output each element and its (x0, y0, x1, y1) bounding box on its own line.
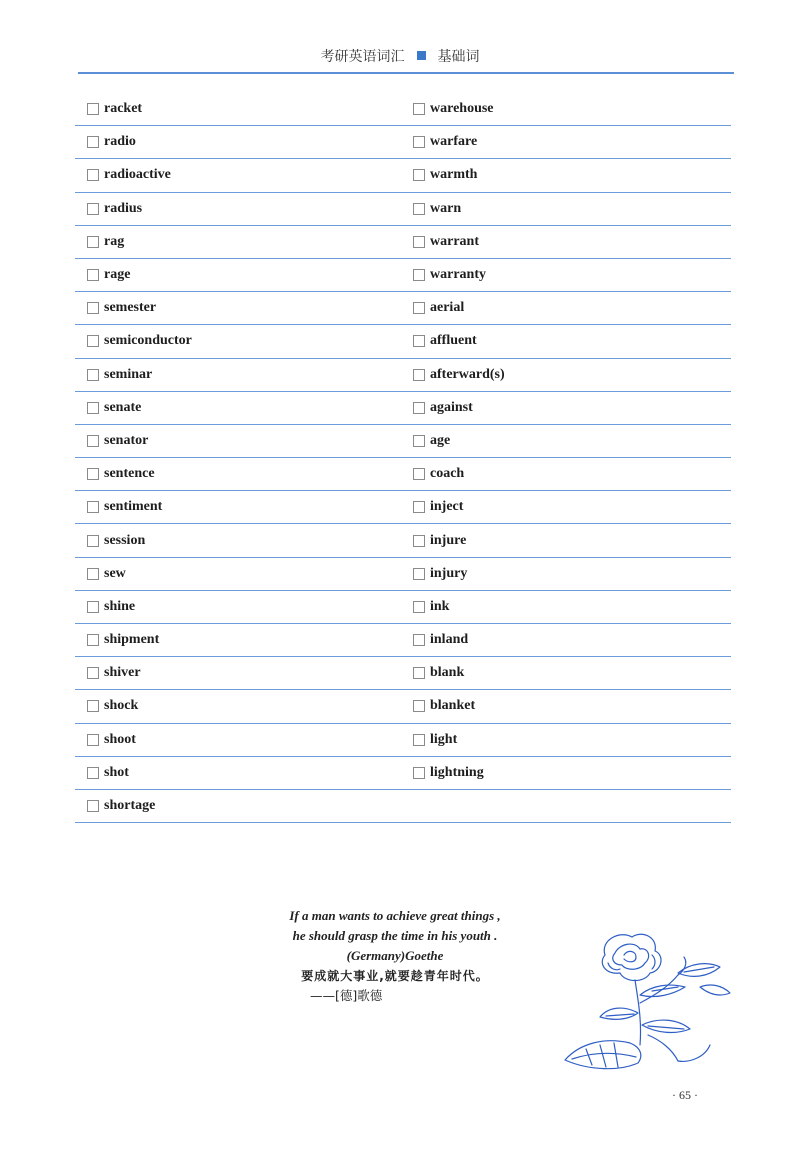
word-cell (403, 167, 731, 183)
word-cell (403, 134, 731, 150)
table-row (75, 657, 731, 690)
vocab-word: inland (430, 632, 469, 648)
checkbox-icon[interactable] (87, 568, 99, 580)
word-cell (403, 765, 731, 781)
header-rule (78, 72, 734, 74)
vocab-word: sew (104, 565, 126, 581)
word-cell (403, 234, 731, 250)
checkbox-icon[interactable] (87, 667, 99, 679)
vocab-word: shiver (104, 665, 141, 681)
checkbox-icon[interactable] (87, 203, 99, 215)
vocab-word: semester (104, 300, 157, 316)
checkbox-icon[interactable] (87, 535, 99, 547)
checkbox-icon[interactable] (413, 468, 425, 480)
word-cell (75, 234, 403, 250)
vocab-word: blanket (430, 698, 476, 714)
checkbox-icon[interactable] (87, 236, 99, 248)
header-section: 基础词 (437, 49, 480, 65)
word-cell (75, 400, 403, 416)
checkbox-icon[interactable] (413, 236, 425, 248)
vocab-word: shoot (104, 731, 136, 747)
checkbox-icon[interactable] (413, 700, 425, 712)
table-row (75, 790, 731, 823)
checkbox-icon[interactable] (87, 700, 99, 712)
vocab-word: age (430, 432, 451, 448)
word-cell (75, 632, 403, 648)
vocab-word: warrant (430, 233, 479, 249)
checkbox-icon[interactable] (87, 169, 99, 181)
checkbox-icon[interactable] (413, 767, 425, 779)
word-cell (403, 400, 731, 416)
checkbox-icon[interactable] (413, 634, 425, 646)
table-row (75, 757, 731, 790)
table-row (75, 325, 731, 358)
checkbox-icon[interactable] (87, 501, 99, 513)
vocab-word: sentence (104, 466, 155, 482)
checkbox-icon[interactable] (87, 369, 99, 381)
word-cell (75, 167, 403, 183)
vocab-word: rag (104, 233, 125, 249)
table-row (75, 524, 731, 557)
word-cell (403, 333, 731, 349)
page-header (0, 46, 800, 66)
checkbox-icon[interactable] (87, 734, 99, 746)
word-cell (403, 101, 731, 117)
vocab-word: seminar (104, 366, 153, 382)
word-cell (75, 566, 403, 582)
vocab-word: blank (430, 665, 465, 681)
table-row (75, 226, 731, 259)
word-cell (75, 599, 403, 615)
checkbox-icon[interactable] (87, 335, 99, 347)
vocab-word: racket (104, 101, 143, 117)
table-row (75, 690, 731, 723)
flower-illustration (560, 925, 740, 1075)
word-cell (403, 466, 731, 482)
quote-line: he should grasp the time in his youth . (292, 928, 498, 943)
vocab-word: semiconductor (104, 333, 192, 349)
word-cell (75, 698, 403, 714)
word-cell (75, 665, 403, 681)
checkbox-icon[interactable] (87, 103, 99, 115)
vocab-word: aerial (430, 300, 465, 316)
checkbox-icon[interactable] (87, 468, 99, 480)
checkbox-icon[interactable] (87, 402, 99, 414)
checkbox-icon[interactable] (87, 767, 99, 779)
table-row (75, 259, 731, 292)
checkbox-icon[interactable] (87, 435, 99, 447)
word-cell (403, 499, 731, 515)
vocab-word: shot (104, 764, 129, 780)
word-cell (403, 566, 731, 582)
vocab-word: shock (104, 698, 139, 714)
word-cell (75, 201, 403, 217)
word-cell (75, 333, 403, 349)
quote-block (250, 906, 540, 1006)
word-table (75, 93, 731, 823)
vocab-word: inject (430, 499, 464, 515)
checkbox-icon[interactable] (87, 800, 99, 812)
word-cell (75, 433, 403, 449)
vocab-word: warranty (430, 267, 486, 283)
square-icon (417, 51, 426, 60)
vocab-word: session (104, 532, 146, 548)
checkbox-icon[interactable] (413, 601, 425, 613)
vocab-word: radio (104, 134, 136, 150)
page-number: · 65 · (672, 1088, 698, 1102)
vocab-word: afterward(s) (430, 366, 505, 382)
table-row (75, 392, 731, 425)
vocab-word: against (430, 399, 473, 415)
quote-line: If a man wants to achieve great things , (289, 908, 501, 923)
checkbox-icon[interactable] (87, 601, 99, 613)
table-row (75, 558, 731, 591)
word-cell (75, 101, 403, 117)
table-row (75, 491, 731, 524)
checkbox-icon[interactable] (413, 203, 425, 215)
table-row (75, 591, 731, 624)
vocab-word: shortage (104, 798, 156, 814)
checkbox-icon[interactable] (413, 568, 425, 580)
vocab-word: warehouse (430, 101, 494, 117)
word-cell (403, 433, 731, 449)
table-row (75, 359, 731, 392)
vocab-word: radius (104, 200, 143, 216)
checkbox-icon[interactable] (413, 302, 425, 314)
table-row (75, 126, 731, 159)
quote-chinese: 要成就大事业,就要趁青年时代。 (301, 969, 489, 983)
vocab-word: coach (430, 466, 465, 482)
table-row (75, 724, 731, 757)
checkbox-icon[interactable] (413, 402, 425, 414)
word-cell (75, 533, 403, 549)
vocab-word: senate (104, 399, 142, 415)
vocab-word: warmth (430, 167, 478, 183)
word-cell (403, 533, 731, 549)
vocab-word: injury (430, 565, 468, 581)
word-cell (75, 134, 403, 150)
checkbox-icon[interactable] (413, 535, 425, 547)
checkbox-icon[interactable] (87, 269, 99, 281)
vocab-word: radioactive (104, 167, 171, 183)
checkbox-icon[interactable] (413, 435, 425, 447)
word-cell (403, 665, 731, 681)
checkbox-icon[interactable] (87, 302, 99, 314)
vocab-word: ink (430, 598, 450, 614)
checkbox-icon[interactable] (413, 369, 425, 381)
checkbox-icon[interactable] (413, 501, 425, 513)
checkbox-icon[interactable] (413, 335, 425, 347)
word-cell (403, 599, 731, 615)
vocab-word: rage (104, 267, 131, 283)
checkbox-icon[interactable] (413, 734, 425, 746)
vocab-word: warn (430, 200, 462, 216)
table-row (75, 292, 731, 325)
table-row (75, 159, 731, 192)
word-cell (403, 632, 731, 648)
checkbox-icon[interactable] (413, 103, 425, 115)
quote-chinese-author: ——[德]歌德 (310, 988, 383, 1003)
table-row (75, 425, 731, 458)
word-cell (75, 765, 403, 781)
quote-author: (Germany)Goethe (346, 948, 444, 963)
vocab-word: lightning (430, 764, 484, 780)
word-cell (403, 201, 731, 217)
word-cell (403, 732, 731, 748)
vocab-word: shipment (104, 632, 160, 648)
vocab-word: warfare (430, 134, 478, 150)
vocab-word: senator (104, 432, 149, 448)
word-cell (75, 466, 403, 482)
checkbox-icon[interactable] (87, 634, 99, 646)
table-row (75, 93, 731, 126)
word-cell (75, 732, 403, 748)
word-cell (75, 798, 403, 814)
checkbox-icon[interactable] (413, 169, 425, 181)
word-cell (403, 300, 731, 316)
table-row (75, 458, 731, 491)
vocab-word: affluent (430, 333, 477, 349)
vocab-word: shine (104, 598, 136, 614)
table-row (75, 193, 731, 226)
vocab-word: light (430, 731, 458, 747)
table-row (75, 624, 731, 657)
word-cell (75, 367, 403, 383)
word-cell (75, 300, 403, 316)
word-cell (403, 698, 731, 714)
word-cell (75, 267, 403, 283)
checkbox-icon[interactable] (413, 667, 425, 679)
vocab-word: sentiment (104, 499, 163, 515)
checkbox-icon[interactable] (87, 136, 99, 148)
checkbox-icon[interactable] (413, 269, 425, 281)
checkbox-icon[interactable] (413, 136, 425, 148)
header-title: 考研英语词汇 (320, 49, 405, 65)
word-cell (75, 499, 403, 515)
word-cell (403, 367, 731, 383)
word-cell (403, 267, 731, 283)
vocab-word: injure (430, 532, 467, 548)
